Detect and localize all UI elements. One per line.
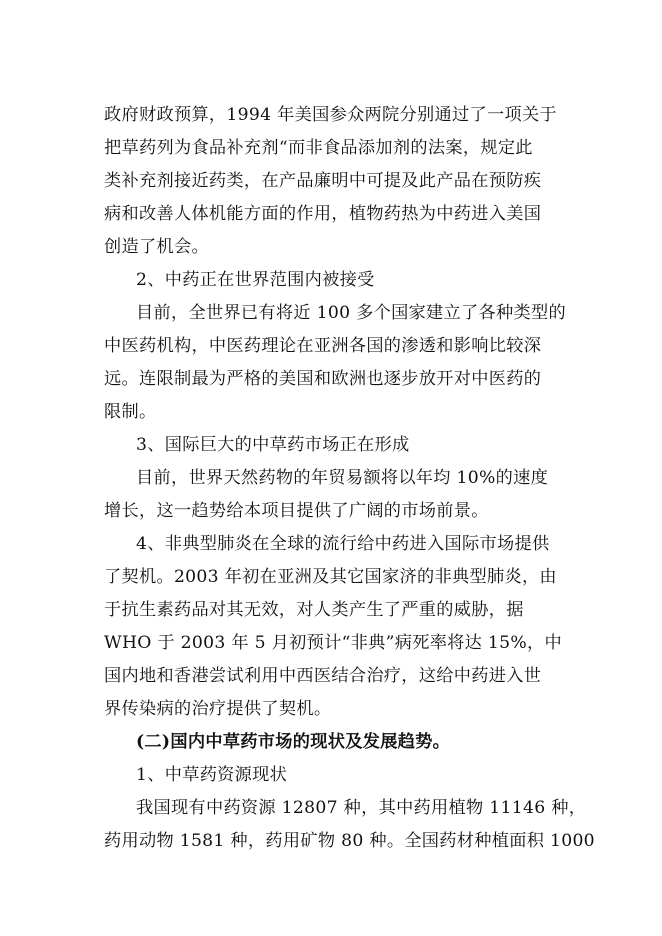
paragraph-line: 中医药机构，中医药理论在亚洲各国的渗透和影响比较深 xyxy=(104,336,542,356)
paragraph-line: 创造了机会。 xyxy=(104,237,209,257)
paragraph-line: 了契机。2003 年初在亚洲及其它国家济的非典型肺炎，由 xyxy=(104,567,557,587)
paragraph-line: 增长，这一趋势给本项目提供了广阔的市场前景。 xyxy=(104,501,489,521)
section-heading-2: 2、中药正在世界范围内被接受 xyxy=(136,270,375,290)
section-heading-bold: (二)国内中草药市场的现状及发展趋势。 xyxy=(136,732,451,752)
paragraph-line: 药用动物 1581 种，药用矿物 80 种。全国药材种植面积 1000 xyxy=(104,831,595,851)
paragraph-line: 国内地和香港尝试利用中西医结合治疗，这给中药进入世 xyxy=(104,666,542,686)
section-heading-3: 3、国际巨大的中草药市场正在形成 xyxy=(136,435,410,455)
paragraph-line: 把草药列为食品补充剂“而非食品添加剂的法案，规定此 xyxy=(104,138,533,158)
paragraph-line: 我国现有中药资源 12807 种，其中药用植物 11146 种， xyxy=(136,798,587,818)
paragraph-line: 远。连限制最为严格的美国和欧洲也逐步放开对中医药的 xyxy=(104,369,542,389)
paragraph-line: 界传染病的治疗提供了契机。 xyxy=(104,699,332,719)
paragraph-line: 类补充剂接近药类，在产品廉明中可提及此产品在预防疾 xyxy=(104,171,542,191)
section-heading-4: 4、非典型肺炎在全球的流行给中药进入国际市场提供 xyxy=(136,534,550,554)
paragraph-line: 限制。 xyxy=(104,402,157,422)
paragraph-line: 政府财政预算，1994 年美国参众两院分别通过了一项关于 xyxy=(104,105,557,125)
paragraph-line: WHO 于 2003 年 5 月初预计“非典”病死率将达 15%，中 xyxy=(104,633,562,653)
paragraph-line: 病和改善人体机能方面的作用，植物药热为中药进入美国 xyxy=(104,204,542,224)
paragraph-line: 目前，世界天然药物的年贸易额将以年均 10%的速度 xyxy=(136,468,549,488)
subsection-heading-1: 1、中草药资源现状 xyxy=(136,765,288,785)
paragraph-line: 目前，全世界已有将近 100 多个国家建立了各种类型的 xyxy=(136,303,566,323)
paragraph-line: 于抗生素药品对其无效，对人类产生了严重的威胁，据 xyxy=(104,600,524,620)
